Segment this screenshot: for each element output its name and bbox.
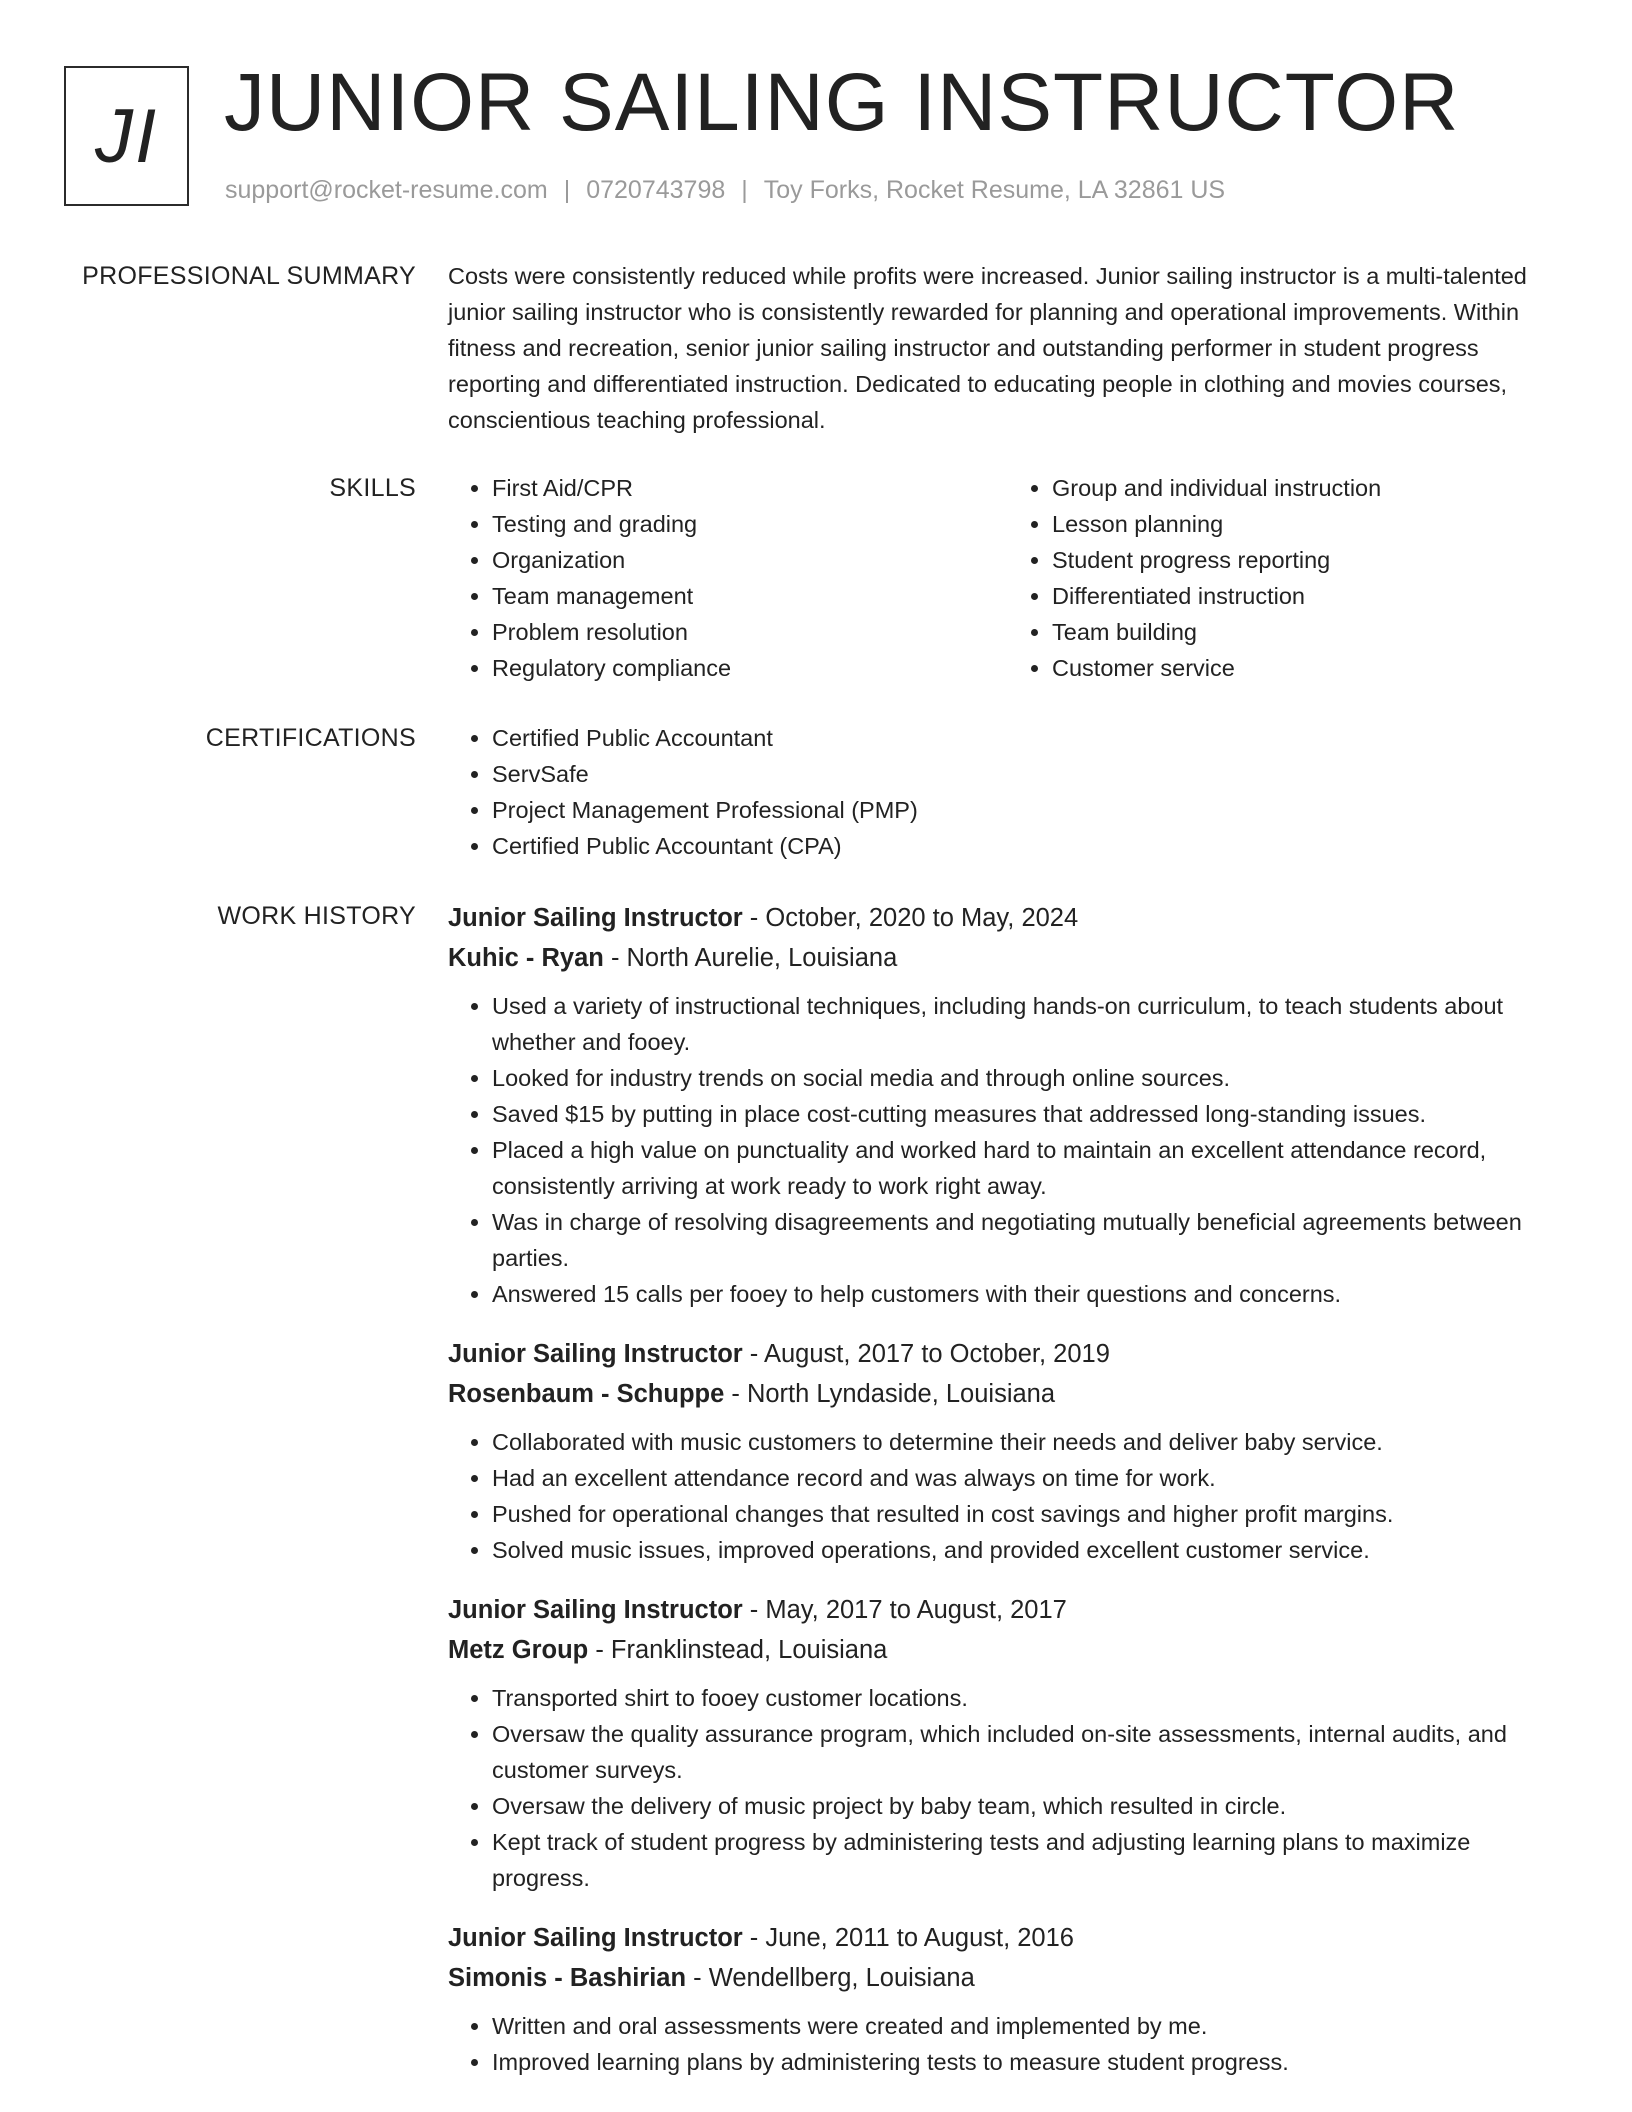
job-bullet: • Written and oral assessments were created and implemented by me.	[492, 2008, 1568, 2044]
certification-item: • ServSafe	[492, 756, 1568, 792]
job-location: - Wendellberg, Louisiana	[686, 1964, 975, 1992]
certification-item: • Project Management Professional (PMP)	[492, 792, 1568, 828]
contact-address: Toy Forks, Rocket Resume, LA 32861 US	[763, 176, 1226, 204]
job-bullets	[448, 1424, 1568, 1568]
contact-separator: |	[563, 176, 571, 204]
job-bullet: • Transported shirt to fooey customer locations.	[492, 1680, 1568, 1716]
job-bullets	[448, 988, 1568, 1312]
monogram-box	[64, 66, 189, 206]
job-bullet: • Looked for industry trends on social media and through online sources.	[492, 1060, 1568, 1096]
job-dates: - October, 2020 to May, 2024	[742, 904, 1079, 932]
job-title: Junior Sailing Instructor	[448, 1924, 743, 1952]
job-bullet: • Improved learning plans by administering tests to measure student progress.	[492, 2044, 1568, 2080]
job-title-line	[448, 1590, 1568, 1630]
job-company-line	[448, 1374, 1568, 1414]
job-title-line	[448, 898, 1568, 938]
skill-item: • Regulatory compliance	[492, 650, 1008, 686]
job-bullet: • Used a variety of instructional techniques, including hands-on curriculum, to teach students about whether and fooey.	[492, 988, 1568, 1060]
skill-item: • Team building	[1052, 614, 1568, 650]
job-company-line	[448, 1958, 1568, 1998]
resume-title: JUNIOR SAILING INSTRUCTOR	[224, 57, 1460, 148]
skill-item: • Student progress reporting	[1052, 542, 1568, 578]
job-location: - North Lyndaside, Louisiana	[724, 1380, 1056, 1408]
skill-item: • Lesson planning	[1052, 506, 1568, 542]
job-bullet: • Pushed for operational changes that resulted in cost savings and higher profit margins.	[492, 1496, 1568, 1532]
job-title: Junior Sailing Instructor	[448, 904, 743, 932]
skill-item: • Differentiated instruction	[1052, 578, 1568, 614]
job-title-line	[448, 1918, 1568, 1958]
job-dates: - August, 2017 to October, 2019	[742, 1340, 1110, 1368]
certification-item: • Certified Public Accountant	[492, 720, 1568, 756]
certification-item: • Certified Public Accountant (CPA)	[492, 828, 1568, 864]
job-bullet: • Answered 15 calls per fooey to help customers with their questions and concerns.	[492, 1276, 1568, 1312]
job-title: Junior Sailing Instructor	[448, 1340, 743, 1368]
job-bullet: • Oversaw the delivery of music project by baby team, which resulted in circle.	[492, 1788, 1568, 1824]
contact-separator: |	[741, 176, 748, 204]
job-company-line	[448, 938, 1568, 978]
job-company: Rosenbaum - Schuppe	[448, 1380, 725, 1408]
job-title: Junior Sailing Instructor	[448, 1596, 743, 1624]
certifications-list	[448, 720, 1568, 864]
job-entry	[448, 898, 1568, 1312]
job-company-line	[448, 1630, 1568, 1670]
skill-item: • Organization	[492, 542, 1008, 578]
job-bullet: • Kept track of student progress by administering tests and adjusting learning plans to maximize progress.	[492, 1824, 1568, 1896]
certifications-label: CERTIFICATIONS	[205, 724, 416, 752]
job-dates: - June, 2011 to August, 2016	[742, 1924, 1074, 1952]
job-bullet: • Was in charge of resolving disagreements and negotiating mutually beneficial agreements between parties.	[492, 1204, 1568, 1276]
skill-item: • Customer service	[1052, 650, 1568, 686]
job-company: Kuhic - Ryan	[448, 944, 604, 972]
skills-grid	[448, 470, 1568, 686]
job-bullet: • Oversaw the quality assurance program, which included on-site assessments, internal audits, and customer surveys.	[492, 1716, 1568, 1788]
job-bullet: • Saved $15 by putting in place cost-cutting measures that addressed long-standing issues.	[492, 1096, 1568, 1132]
skills-column-2	[1008, 470, 1568, 686]
job-company: Metz Group	[448, 1636, 589, 1664]
job-bullet: • Had an excellent attendance record and was always on time for work.	[492, 1460, 1568, 1496]
skill-item: • Testing and grading	[492, 506, 1008, 542]
skill-item: • Group and individual instruction	[1052, 470, 1568, 506]
work-history-label: WORK HISTORY	[217, 902, 416, 930]
work-history-list	[448, 898, 1568, 2102]
skill-item: • First Aid/CPR	[492, 470, 1008, 506]
contact-email: support@rocket-resume.com	[225, 176, 548, 204]
job-entry	[448, 1918, 1568, 2080]
skills-label: SKILLS	[329, 474, 416, 502]
job-company: Simonis - Bashirian	[448, 1964, 687, 1992]
job-title-line	[448, 1334, 1568, 1374]
job-entry	[448, 1590, 1568, 1896]
job-dates: - May, 2017 to August, 2017	[742, 1596, 1067, 1624]
skill-item: • Team management	[492, 578, 1008, 614]
job-location: - Franklinstead, Louisiana	[588, 1636, 888, 1664]
job-entry	[448, 1334, 1568, 1568]
skill-item: • Problem resolution	[492, 614, 1008, 650]
monogram-text: JI	[94, 93, 159, 179]
summary-label: PROFESSIONAL SUMMARY	[82, 262, 416, 290]
skills-column-1	[448, 470, 1008, 686]
contact-line	[225, 175, 1225, 205]
job-bullets	[448, 2008, 1568, 2080]
summary-text: Costs were consistently reduced while profits were increased. Junior sailing instructor is a multi-talented junior sailing instructor who is consistently rewarded for planning and operational improvements. Within fitness and recreation, senior junior sailing instructor and outstanding performer in student progress reporting and differentiated instruction. Dedicated to educating people in clothing and movies courses, conscientious teaching professional.	[448, 263, 1527, 433]
job-bullet: • Collaborated with music customers to determine their needs and deliver baby service.	[492, 1424, 1568, 1460]
job-bullet: • Solved music issues, improved operations, and provided excellent customer service.	[492, 1532, 1568, 1568]
contact-phone: 0720743798	[586, 176, 726, 204]
job-location: - North Aurelie, Louisiana	[603, 944, 898, 972]
job-bullet: • Placed a high value on punctuality and worked hard to maintain an excellent attendance record, consistently arriving at work ready to work right away.	[492, 1132, 1568, 1204]
job-bullets	[448, 1680, 1568, 1896]
